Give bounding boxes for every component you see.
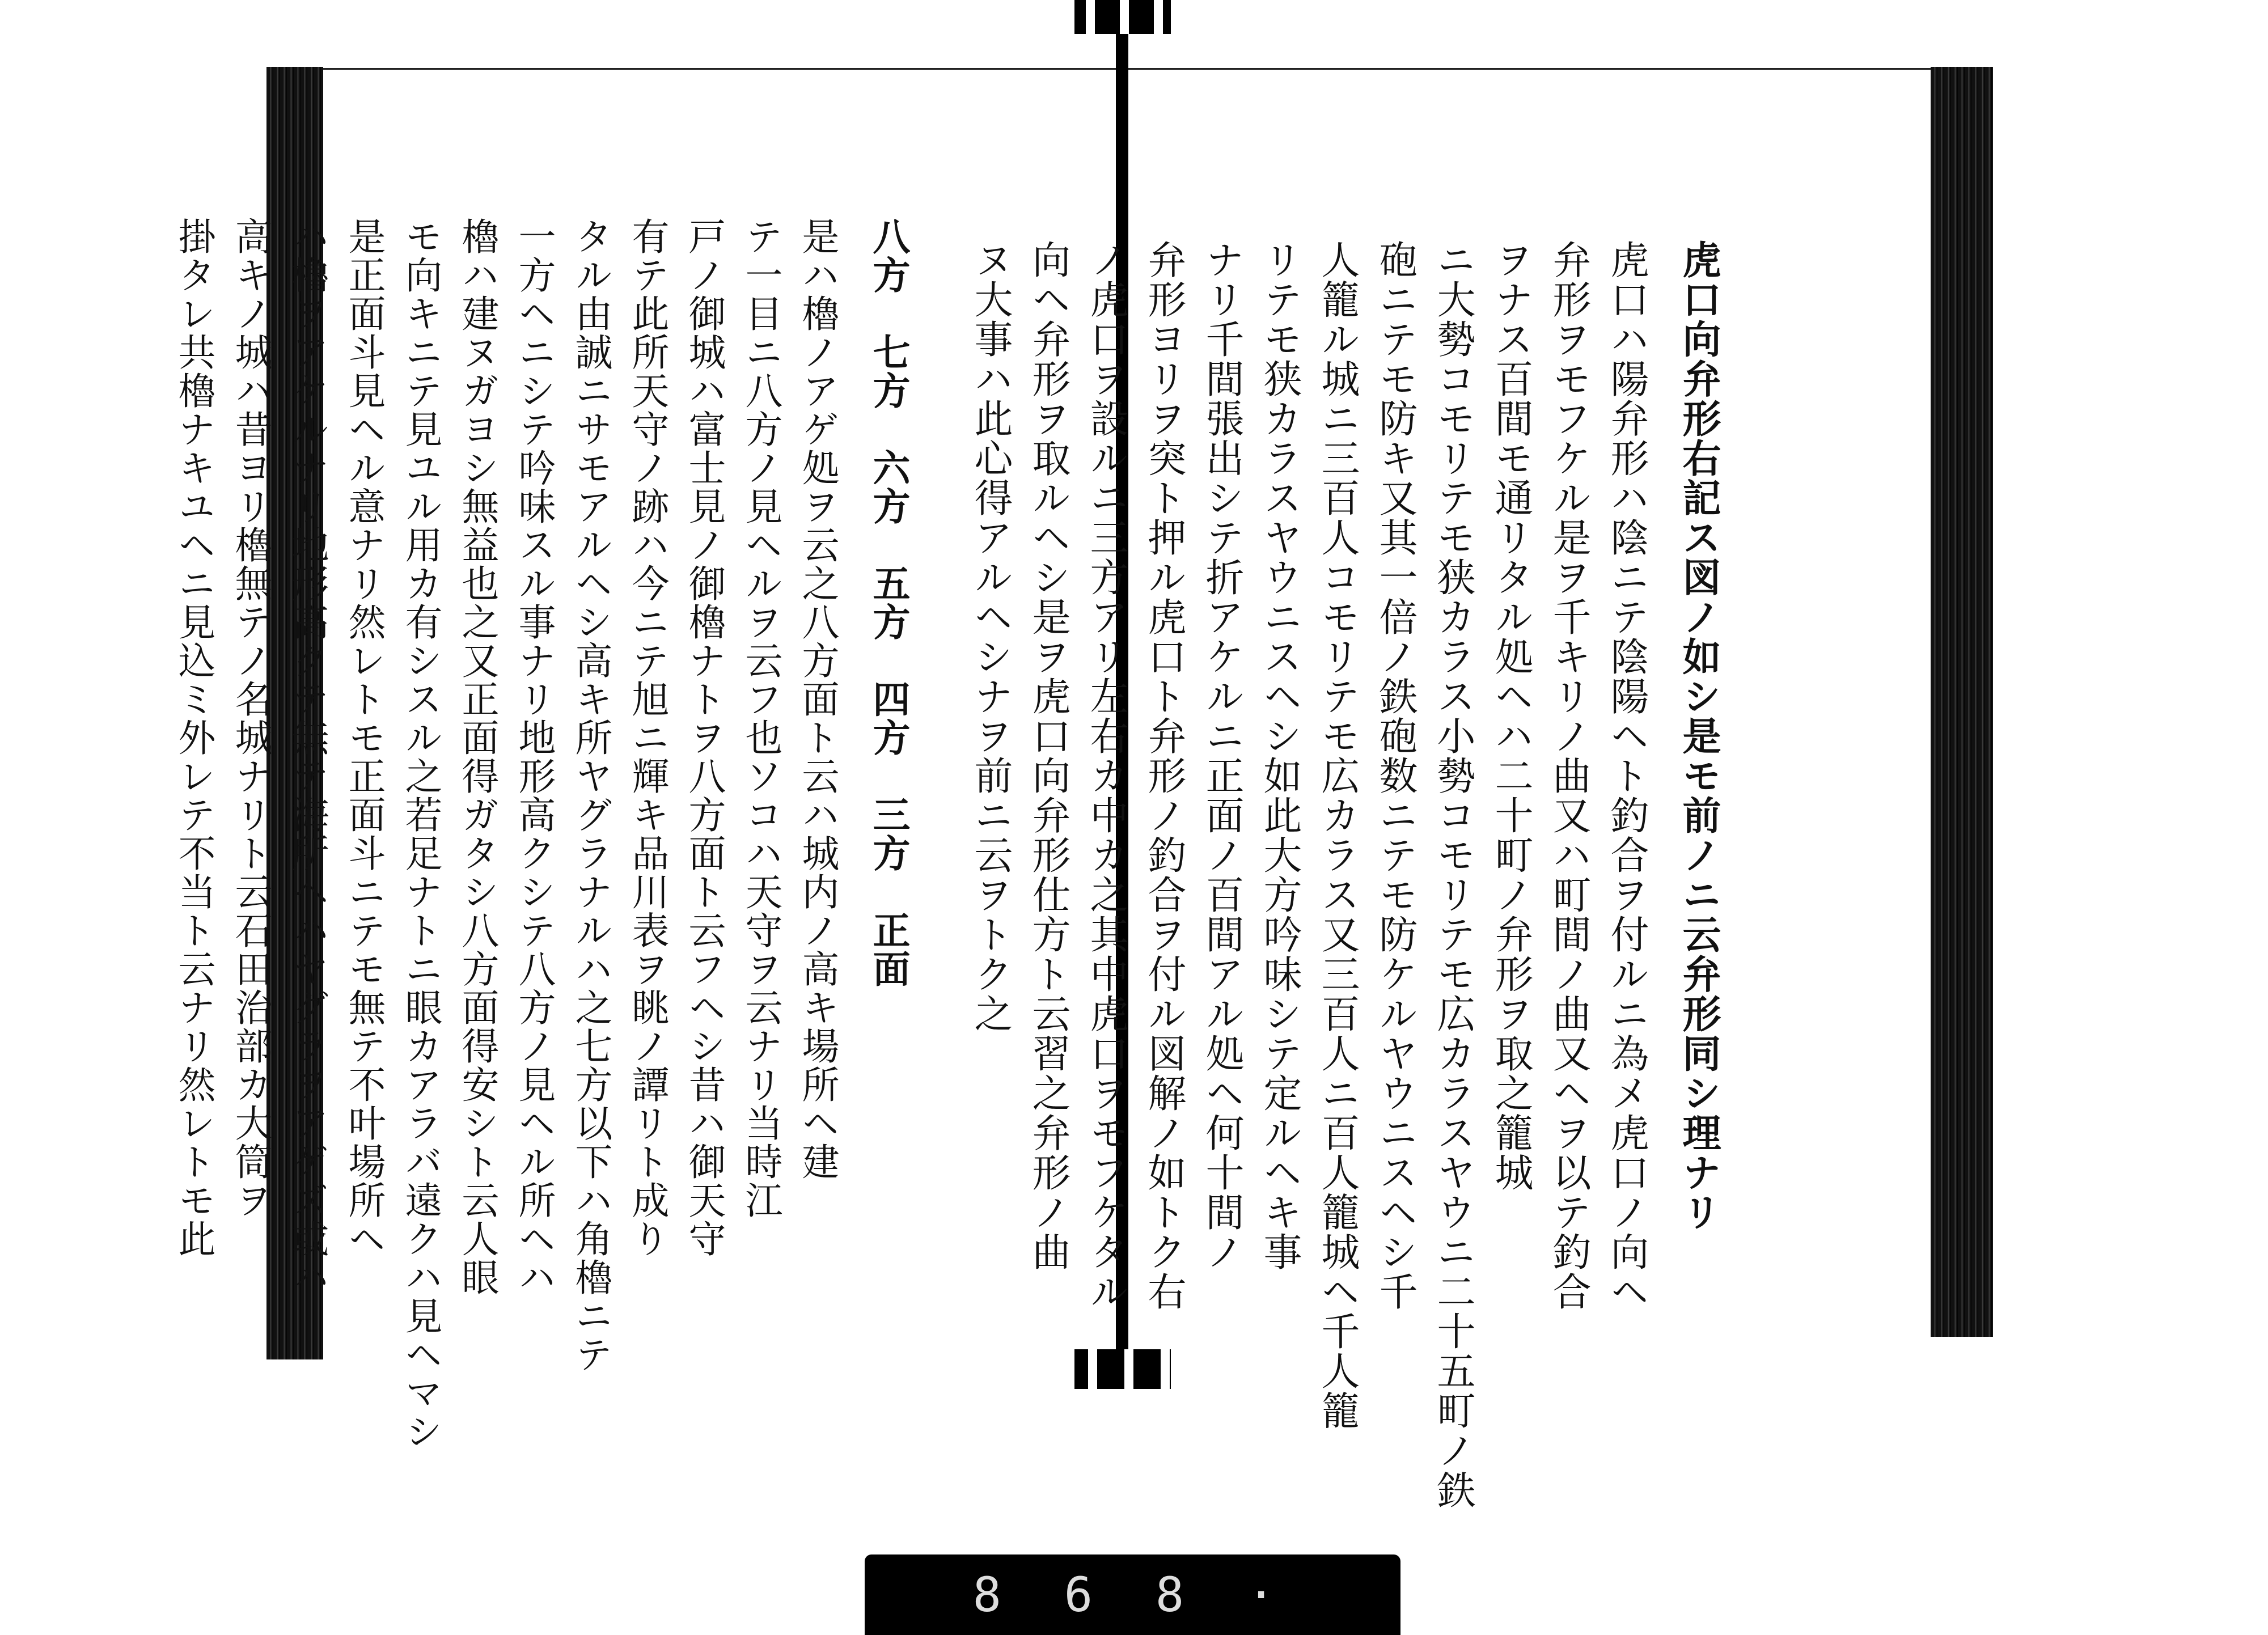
text-line: 櫓ハ建ヌガヨシ無益也之又正面得ガタシ八方面得安シト云人眼 [455, 217, 499, 1297]
right-page-edge [1931, 67, 1993, 1337]
text-line: ナリ千間張出シテ折アケルニ正面ノ百間アル処ヘ何十間ノ [1199, 240, 1244, 1272]
catalog-stamp-label: 8 6 8 · [972, 1567, 1293, 1623]
text-line: 掛タレ共櫓ナキユヘニ見込ミ外レテ不当ト云ナリ然レトモ此 [172, 217, 215, 1258]
text-line: モ向キニテ見ユル用カ有シスル之若足ナトニ眼カアラバ遠クハ見ヘマシ [399, 217, 442, 1451]
text-line: 高キノ城ハ昔ヨリ櫓無テノ名城ナリト云石田治部カ大筒ヲ [229, 217, 272, 1219]
text-line: 一方ヘニシテ吟味スル事ナリ地形高クシテ八方ノ見ヘル所ヘハ [512, 217, 556, 1297]
text-line: タル由誠ニサモアルヘシ高キ所ヤグラナルハ之七方以下ハ角櫓ニテ [569, 217, 612, 1374]
text-line: ヲナス百間モ通リタル処ヘハ二十町ノ弁形ヲ取之籠城 [1488, 240, 1533, 1192]
text-line: ヌ大事ハ此心得アルヘシナヲ前ニ云ヲトク之 [968, 240, 1013, 1033]
text-line: テ一目ニ八方ノ見ヘルヲ云フ也ソコハ天守ヲ云ナリ当時江 [739, 217, 782, 1219]
text-line: ノ虎口ヲ設ルニ三方アリ左右カ中カ之其中虎口ヲモフケタル [1084, 240, 1128, 1311]
binding-top [1074, 0, 1171, 34]
text-line: 虎口ハ陽弁形ハ陰ニテ陰陽ヘト釣合ヲ付ルニ為メ虎口ノ向ヘ [1604, 240, 1649, 1311]
text-line: 八方 七方 六方 五方 四方 三方 正面 [866, 217, 911, 988]
text-line: 人籠ル城ニ三百人コモリテモ広カラス又三百人ニ百人籠城ヘ千人籠 [1315, 240, 1360, 1430]
text-line: 砲ニテモ防キ又其一倍ノ鉄砲数ニテモ防ケルヤウニスヘシ千 [1373, 240, 1417, 1311]
text-line: 向ヘ弁形ヲ取ルヘシ是ヲ虎口向弁形仕方ト云習之弁形ノ曲 [1026, 240, 1070, 1272]
catalog-stamp [865, 1554, 1400, 1635]
text-line: 是正面斗見ヘル意ナリ然レトモ正面斗ニテモ無テ不叶場所ヘ [342, 217, 386, 1258]
text-line: 戸ノ御城ハ富士見ノ御櫓ナトヲ八方面ト云フヘシ昔ハ御天守 [682, 217, 726, 1258]
text-line: リテモ狭カラスヤウニスヘシ如此大方吟味シテ定ルヘキ事 [1257, 240, 1302, 1272]
binding-bottom [1074, 1349, 1171, 1389]
left-page-text [155, 217, 911, 1451]
text-line: 有テ此所天守ノ跡ハ今ニテ旭ニ輝キ品川表ヲ眺ノ譚リト成り [625, 217, 669, 1258]
text-line: 是ハ櫓ノアゲ処ヲ云之八方面ト云ハ城内ノ高キ場所ヘ建 [796, 217, 839, 1181]
text-line: ニ大勢コモリテモ狭カラス小勢コモリテモ広カラスヤウニ二十五町ノ鉄 [1431, 240, 1475, 1510]
right-page [968, 68, 1933, 1510]
text-line: 虎口向弁形右記ス図ノ如シ是モ前ノニ云弁形同シ理ナリ [1676, 240, 1721, 1232]
text-line: ハ櫓ヲアケルナリ地形高クテ無テ海所ヘハヤグラヲアゲズ或ハ [285, 217, 329, 1297]
text-line: 弁形ヲモフケル是ヲ千キリノ曲又ハ町間ノ曲又ヘヲ以テ釣合 [1546, 240, 1591, 1311]
right-page-text [951, 240, 1721, 1510]
text-line: 弁形ヨリヲ突ト押ル虎口ト弁形ノ釣合ヲ付ル図解ノ如トク右 [1141, 240, 1186, 1311]
